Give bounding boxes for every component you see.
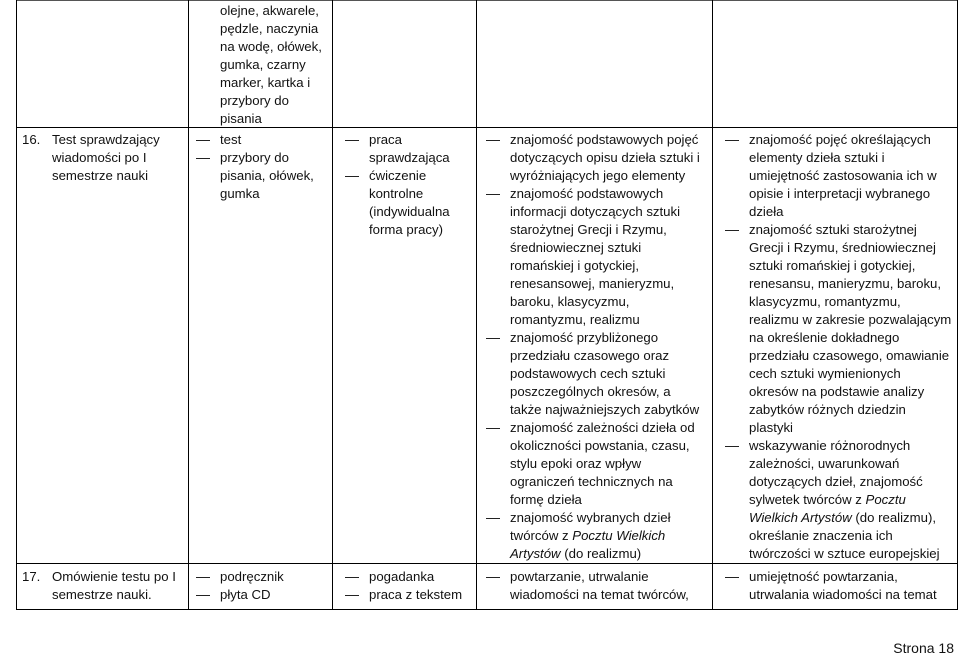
list-item-text: (do realizmu) (560, 546, 642, 561)
list-item: znajomość przybliżonego przedziału czasowego oraz podstawowych cech sztuki poszczególnych okresów, a także najważniejszych zabytków (486, 329, 702, 419)
row-16-topic: Test sprawdzający wiadomości po I semestrze nauki (52, 132, 160, 183)
table-top-border (16, 0, 958, 1)
list-item: ćwiczenie kontrolne (indywidualna forma pracy) (345, 167, 463, 239)
list-item: powtarzanie, utrwalanie wiadomości na temat twórców, (486, 568, 702, 604)
list-item: płyta CD (196, 586, 330, 604)
row-16-forms (345, 131, 463, 239)
list-item-text: wskazywanie różnorodnych zależności, uwarunkowań dotyczących dzieł, znajomość sylwetek twórców z (749, 438, 923, 507)
list-item: pogadanka (345, 568, 470, 586)
col-line-4 (712, 0, 713, 610)
row-16-materials (196, 131, 330, 203)
list-item: przybory do pisania, ołówek, gumka (196, 149, 330, 203)
row-16-number: 16. (22, 132, 41, 147)
row-17-materials (196, 568, 330, 604)
list-item: znajomość pojęć określających elementy dzieła sztuki i umiejętność zastosowania ich w opisie i interpretacji wybranego dzieła (725, 131, 953, 221)
row-16-skills (725, 131, 953, 563)
list-item: praca z tekstem (345, 586, 470, 604)
list-item: znajomość sztuki starożytnej Grecji i Rzymu, średniowiecznej sztuki romańskiej i gotyckiej, renesansu, manieryzmu, baroku, klasycyzmu, romantyzmu, realizmu w zakresie pozwalającym na określenie dokładnego przedziału czasowego, omawianie cech sztuki wymienionych okresów na podstawie analizy zabytków różnych dziedzin plastyki (725, 221, 953, 437)
list-item-text: znajomość wybranych dzieł twórców z (510, 510, 671, 543)
materials-top-text: olejne, akwarele, pędzle, naczynia na wodę, ołówek, gumka, czarny marker, kartka i przybory do pisania (220, 3, 322, 126)
row-divider-16 (16, 127, 958, 128)
page-number: Strona 18 (893, 640, 954, 656)
list-item (725, 437, 953, 563)
list-item-italic: Pocztu Wielkich Artystów (510, 528, 666, 561)
list-item: podręcznik (196, 568, 330, 586)
row-17-number: 17. (22, 569, 41, 584)
row-16-knowledge (486, 131, 702, 563)
table-bottom-border (16, 609, 958, 610)
list-item-italic: Pocztu Wielkich Artystów (749, 492, 906, 525)
col-line-5 (957, 0, 958, 610)
row-17-knowledge (486, 568, 702, 604)
list-item (486, 509, 702, 563)
row-divider-17 (16, 563, 958, 564)
list-item-text: (do realizmu), określanie znaczenia ich twórczości w sztuce europejskiej (749, 510, 940, 561)
col-line-0 (16, 0, 17, 610)
col-line-2 (332, 0, 333, 610)
list-item: test (196, 131, 330, 149)
row-17-topic: Omówienie testu po I semestrze nauki. (52, 569, 176, 602)
list-item: umiejętność powtarzania, utrwalania wiadomości na temat (725, 568, 953, 604)
list-item: znajomość podstawowych informacji dotyczących sztuki starożytnej Grecji i Rzymu, średniowiecznej sztuki romańskiej i gotyckiej, renesansowej, manieryzmu, baroku, klasycyzmu, romantyzmu, realizmu (486, 185, 702, 329)
row-17-skills (725, 568, 953, 604)
col-line-1 (188, 0, 189, 610)
row-17-forms (345, 568, 470, 604)
list-item: znajomość podstawowych pojęć dotyczących opisu dzieła sztuki i wyróżniających jego elementy (486, 131, 702, 185)
list-item: znajomość zależności dzieła od okoliczności powstania, czasu, stylu epoki oraz wpływ ograniczeń technicznych na formę dzieła (486, 419, 702, 509)
list-item: praca sprawdzająca (345, 131, 463, 167)
col-line-3 (476, 0, 477, 610)
